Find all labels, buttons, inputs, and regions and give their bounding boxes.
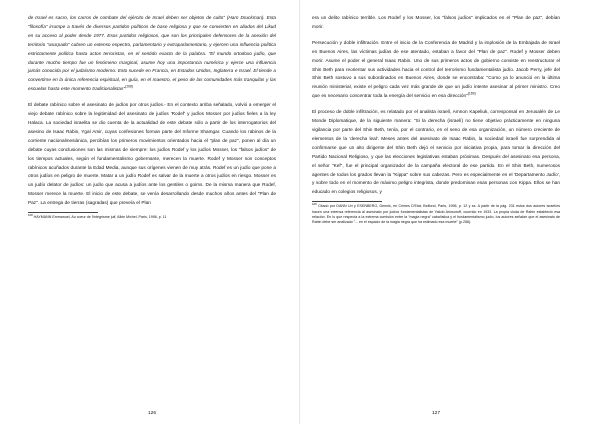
- left-page-body: [28, 14, 276, 208]
- left-page-number: 126: [147, 411, 156, 416]
- left-page: [28, 14, 276, 414]
- left-paragraph-2: El debate rabínico sobre el asesinato de judíos por otros judíos.- En el contexto arriba señalado, volvió a emerger el viejo debate rabínico sobre la legitimidad del asesinato de judíos 'Rodef' y judíos Mosser por judíos fieles a la ley Halaca. La sociedad israelita se dio cuenta de la actualidad de este debate sólo a partir de los interrogatorios del asesino de Isaac Rabin, Ygal Amir, cuyas confesiones forman parte del Informe Shamgar. Cuando los rabinos de la corriente nacionalmesiánica, percibían los primeros movimientos orientados hacia el "plan de paz", ponen al día un debate cuyas conclusiones son las mismas de siempre: los judíos Rodef y los judíos Mosser, los "falsos judíos" de los tiempos actuales, según el fundamentalismo gobernante, merecen la muerte. Rodef y Mosser son conceptos rabínicos acuñados durante la Edad Media, aunque sus orígenes vienen de muy atrás. Rodef es un judío que pone a otros judíos en peligro de muerte. Matar a un judío Rodef es salvar de la muerte a otros judíos en riesgo. Mosser es un judío delator de judíos: un judío que acusa a judíos ante los gentiles o goims. De la misma manera que Rodef, Mosser merece la muerte. El inicio de este debate, se venía desarrollando desde muchos años antes del "Plan de Paz". La entrega de tierras (sagradas) que preveía el Plan: [28, 102, 276, 206]
- footnote-ref-168: (168): [125, 84, 133, 89]
- footnote-169: $^{169}$ Citado por DANN Uri y ESENBERG, Dennis, en Crimes D'Etat, Belfond, Paris, 1996, p. 12 y ss. A partir de la pág. 231 estos dos autores israelíes hacen una extensa referencia al asesinato por judíos fundamentalistas de Yakob Arlosoroff, ocurrido en 1933. La propia viuda de Rabin estableció esa relación. En lo que respecta a la extrema comisión entre la "magia negra" cabalística y el fundamentalismo judío, los autores señalan que el asesinato de Rabin debe ser analizado "... en el espacio de la magia negra que ha estimado esa muerte" (p.256).: [312, 202, 560, 225]
- right-paragraph-2: Persecución y doble infiltración. Entre el inicio de la Conferencia de Madrid y la implosión de la Embajada de Israel en Buenos Aires, las víctimas judías de ese atentado, estaban a favor del "Plan de paz". Rodef y Mosser deben morir. Asume el poder el general Isaac Rabin. Uno de sus primeros actos de gobierno consiste en reestructurar el Shin Beth para reorientar sus actividades hacia el control del terrorismo fundamentalista judío. Jacob Perry, jefe del Shin Beth sostuvo a sus subordinados en Buenos Aires, donde se encontraba: "Como ya lo anunció en la última reunión ministerial, existe el peligro cada vez más grande de que un judío intente asesinar al primer ministro. Creo que es necesario concentrar toda la energía del servicio en esa dirección"$^{(169)}$: [312, 39, 560, 99]
- footnote-168: $^{168}$ HAYMANN Emmanuel, Au coeur de l'intégrisme juif, Albin Michel, Paris, 1996, p. 11: [28, 213, 167, 220]
- page-gutter: [299, 0, 300, 424]
- right-paragraph-1: era un delito rabínico terrible. Los Rodef y los Mosser, los "falsos judíos" implicados en el "Plan de paz", debían morir.: [312, 15, 560, 29]
- right-page-body: [312, 14, 560, 197]
- right-paragraph-3: El proceso de doble infiltración, es relatado por el analista israelí, Amnon Kapeliuk, corresponsal en Jerusalén de Le Monde Diplomatique, de la siguiente manera: "Si la derecha (israelí) no tiene objetivo prácticamente en ninguna vigilancia por parte del Shin Beth, tenía, por el contrario, en el seno de esa organización, un número creciente de elementos de la 'derecha leal'. Meses antes del asesinato de Isaac Rabin, la sociedad israelí fue sorprendida al confirmarse que un alto dirigente del Shin Beth dejó el servicio por iniciativa propia, para tomar la dirección del Partido Nacional Religioso, y que las elecciones legislativas estaban próximas. Después del asesinato esa persona, el señor "Kef", fue el principal organizador de la campaña electoral de ese partido. En el Shin Beth, numerosos agentes de todos los grados llevan la "Kippa" sobre sus cabezas. Pero es especialmente en el 'Departamento Judío', y sobre todo en el momento de máximo peligro integrista, donde predominan esas personas con Kippa. Ellos se han educado en colegios religiosos, y: [312, 109, 560, 195]
- left-paragraph-1: de Israel es sacro, los carros de combate del ejército de Israel deben ser objetos de culto" (Harn Druckman). Esta "filosofía" irrumpe a través de diversos partidos políticos de base religiosa y que se convierten en aliados del Likud en su acceso al poder desde 1977. Esos partidos religiosos, que son los principales defensores de la anexión del territorio "usurpado" cubren un extenso espectro, parlamentario y extraparlamentario, y ejercen una influencia política estrictamente política hasta actos terroristas, en el sentido exacto de la palabra. "El mundo ortodoxo judío, que durante mucho tiempo fue un fenómeno marginal, asume hoy una importancia numérica y ejerce una influencia jamás conocida por el judaísmo moderno. Esto sucede en Francia, en Estados Unidos, Inglaterra e Israel. El tiende a convertirse en la única referencia espiritual, en guía, en el maestro, el peso de las comunidades más tranquilas y las escuelas hasta este momento tradicionalistas"$^{(168)}$: [28, 15, 276, 92]
- right-page: [312, 14, 560, 414]
- footnote-ref-169: (169): [467, 91, 476, 96]
- footnote-rule: [312, 201, 382, 202]
- footnote-rule: [28, 212, 98, 213]
- right-page-number: 127: [431, 411, 440, 416]
